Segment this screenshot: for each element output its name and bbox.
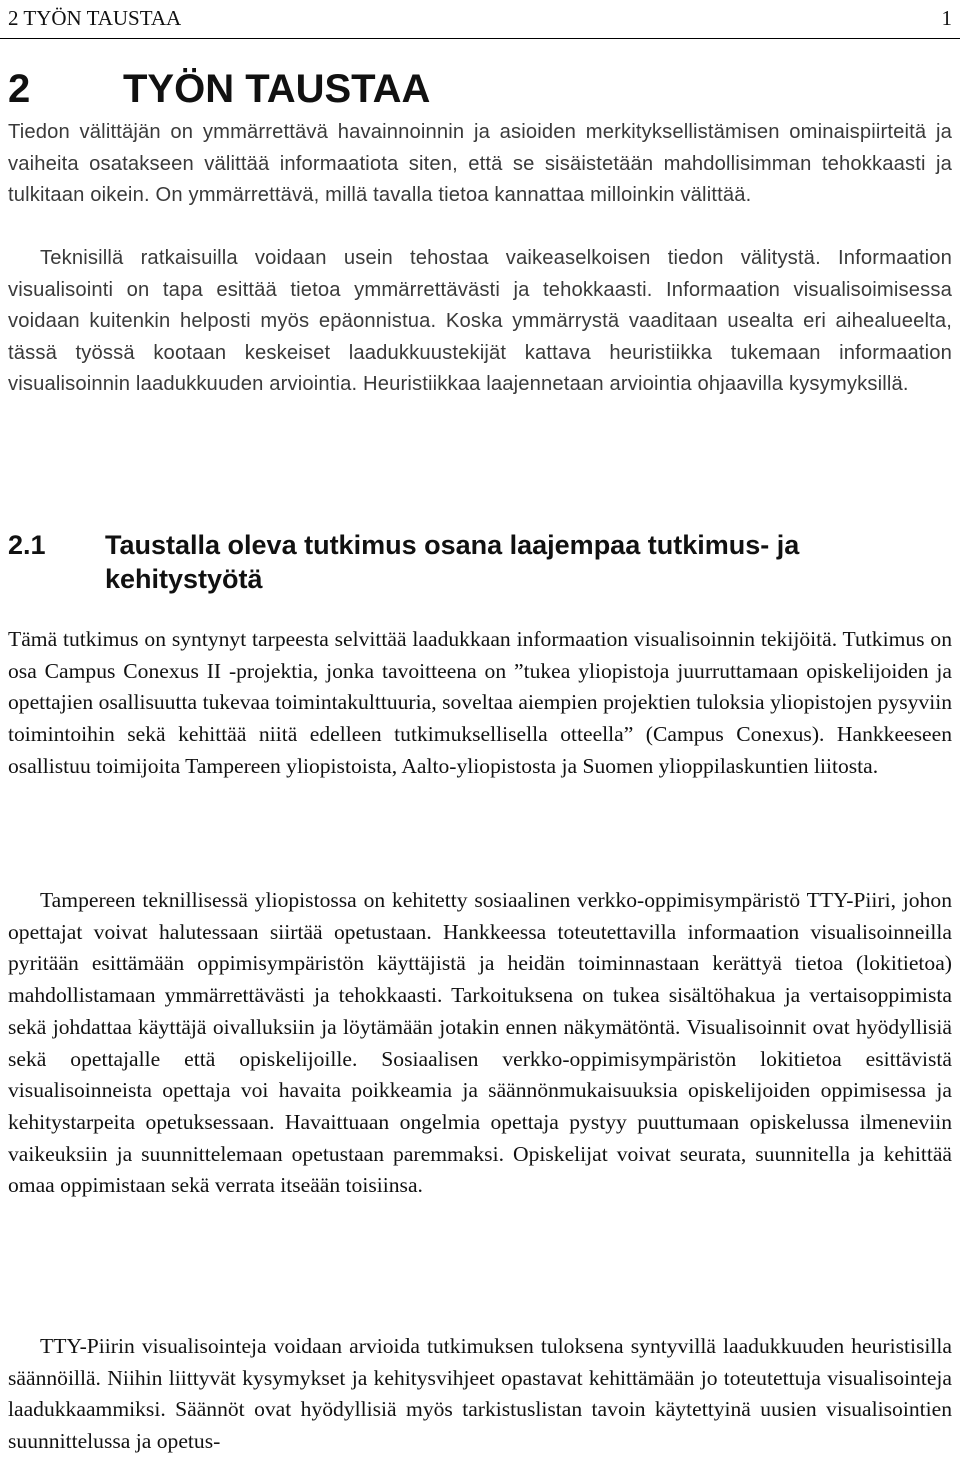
header-rule bbox=[0, 38, 960, 39]
running-header-chapter: 2 TYÖN TAUSTAA bbox=[8, 6, 182, 30]
chapter-title: TYÖN TAUSTAA bbox=[123, 67, 431, 111]
running-header bbox=[8, 4, 952, 32]
intro-paragraph-2: Teknisillä ratkaisuilla voidaan usein tehostaa vaikeaselkoisen tiedon välitystä. Informaation visualisointi on tapa esittää tietoa ymmärrettävästi ja tehokkaasti. Informaation visualisoimisessa voidaan kuitenkin helposti myös epäonnistua. Koska ymmärrystä vaaditaan usealta eri aihealueelta, tässä työssä kootaan keskeiset laadukkuustekijät kattava heuristiikka tukemaan informaation visualisoinnin laadukkuuden arviointia. Heuristiikkaa laajennetaan arviointia ohjaavilla kysymyksillä. bbox=[8, 247, 952, 395]
chapter-heading bbox=[8, 62, 430, 116]
intro-paragraph-1: Tiedon välittäjän on ymmärrettävä havainnoinnin ja asioiden merkityksellistämisen ominaispiirteitä ja vaiheita osatakseen välittää informaatiota siten, että se sisäistetään mahdollisimman tehokkaasti ja tulkitaan oikein. On ymmärrettävä, millä tavalla tietoa kannattaa milloinkin välittää. bbox=[8, 121, 952, 206]
section-paragraph-1: Tämä tutkimus on syntynyt tarpeesta selvittää laadukkaan informaation visualisoinnin tekijöitä. Tutkimus on osa Campus Conexus II -projektia, jonka tavoitteena on ”tukea yliopistoja juurruttamaan opiskelijoiden ja opettajien osallisuutta tukevaa toimintakulttuuria, soveltaa aiempien projektien tuloksia yliopistojen pysyviin toimintoihin sekä kehittää niitä edelleen tutkimuksellisella otteella” (Campus Conexus). Hankkeeseen osallistuu toimijoita Tampereen yliopistoista, Aalto-yliopistosta ja Suomen ylioppilaskuntien liitosta. bbox=[8, 627, 952, 778]
page-number: 1 bbox=[941, 6, 952, 30]
section-paragraph-3: TTY-Piirin visualisointeja voidaan arvioida tutkimuksen tuloksena syntyvillä laadukkuuden heuristisilla säännöillä. Niihin liittyvät kysymykset ja kehitysvihjeet opastavat kehittämään jo toteutettuja visualisointeja laadukkaammiksi. Säännöt ovat hyödyllisiä myös tarkistuslistan tavoin käytettyinä uusien visualisointien suunnittelussa ja opetus- bbox=[8, 1334, 952, 1454]
chapter-number: 2 bbox=[8, 67, 31, 111]
section-number: 2.1 bbox=[8, 530, 46, 560]
section-title: Taustalla oleva tutkimus osana laajempaa tutkimus- ja kehitystyötä bbox=[105, 530, 800, 594]
section-paragraph-2: Tampereen teknillisessä yliopistossa on kehitetty sosiaalinen verkko-oppimisympäristö TTY-Piiri, johon opettajat voivat halutessaan siirtää opetustaan. Hankkeessa toteutettavilla informaation visualisoinneilla pyritään esittämään oppimisympäristön käyttäjistä ja heidän toiminnastaan kerättyä tietoa (lokitietoa) mahdollistamaan ymmärrettävästi ja tehokkaasti. Tarkoituksena on tukea sisältöhakua ja vertaisoppimista sekä johdattaa käyttäjä oivalluksiin ja löytämään jotakin ennen näkymätöntä. Visualisoinnit ovat hyödyllisiä sekä opettajalle että opiskelijoille. Sosiaalisen verkko-oppimisympäristön lokitietoa esittävistä visualisoinneista opettaja voi havaita poikkeamia ja säännönmukaisuuksia opiskelijoiden oppimisessa ja kehitystarpeita opetuksessaan. Havaittuaan ongelmia opettaja pystyy puuttumaan opiskelussa ilmeneviin vaikeuksiin ja suunnittelemaan opetustaan paremmaksi. Opiskelijat voivat seurata, suunnitella ja kehittää omaa oppimistaan sekä verrata itseään toisiinsa. bbox=[8, 888, 952, 1198]
section-heading bbox=[8, 528, 952, 596]
